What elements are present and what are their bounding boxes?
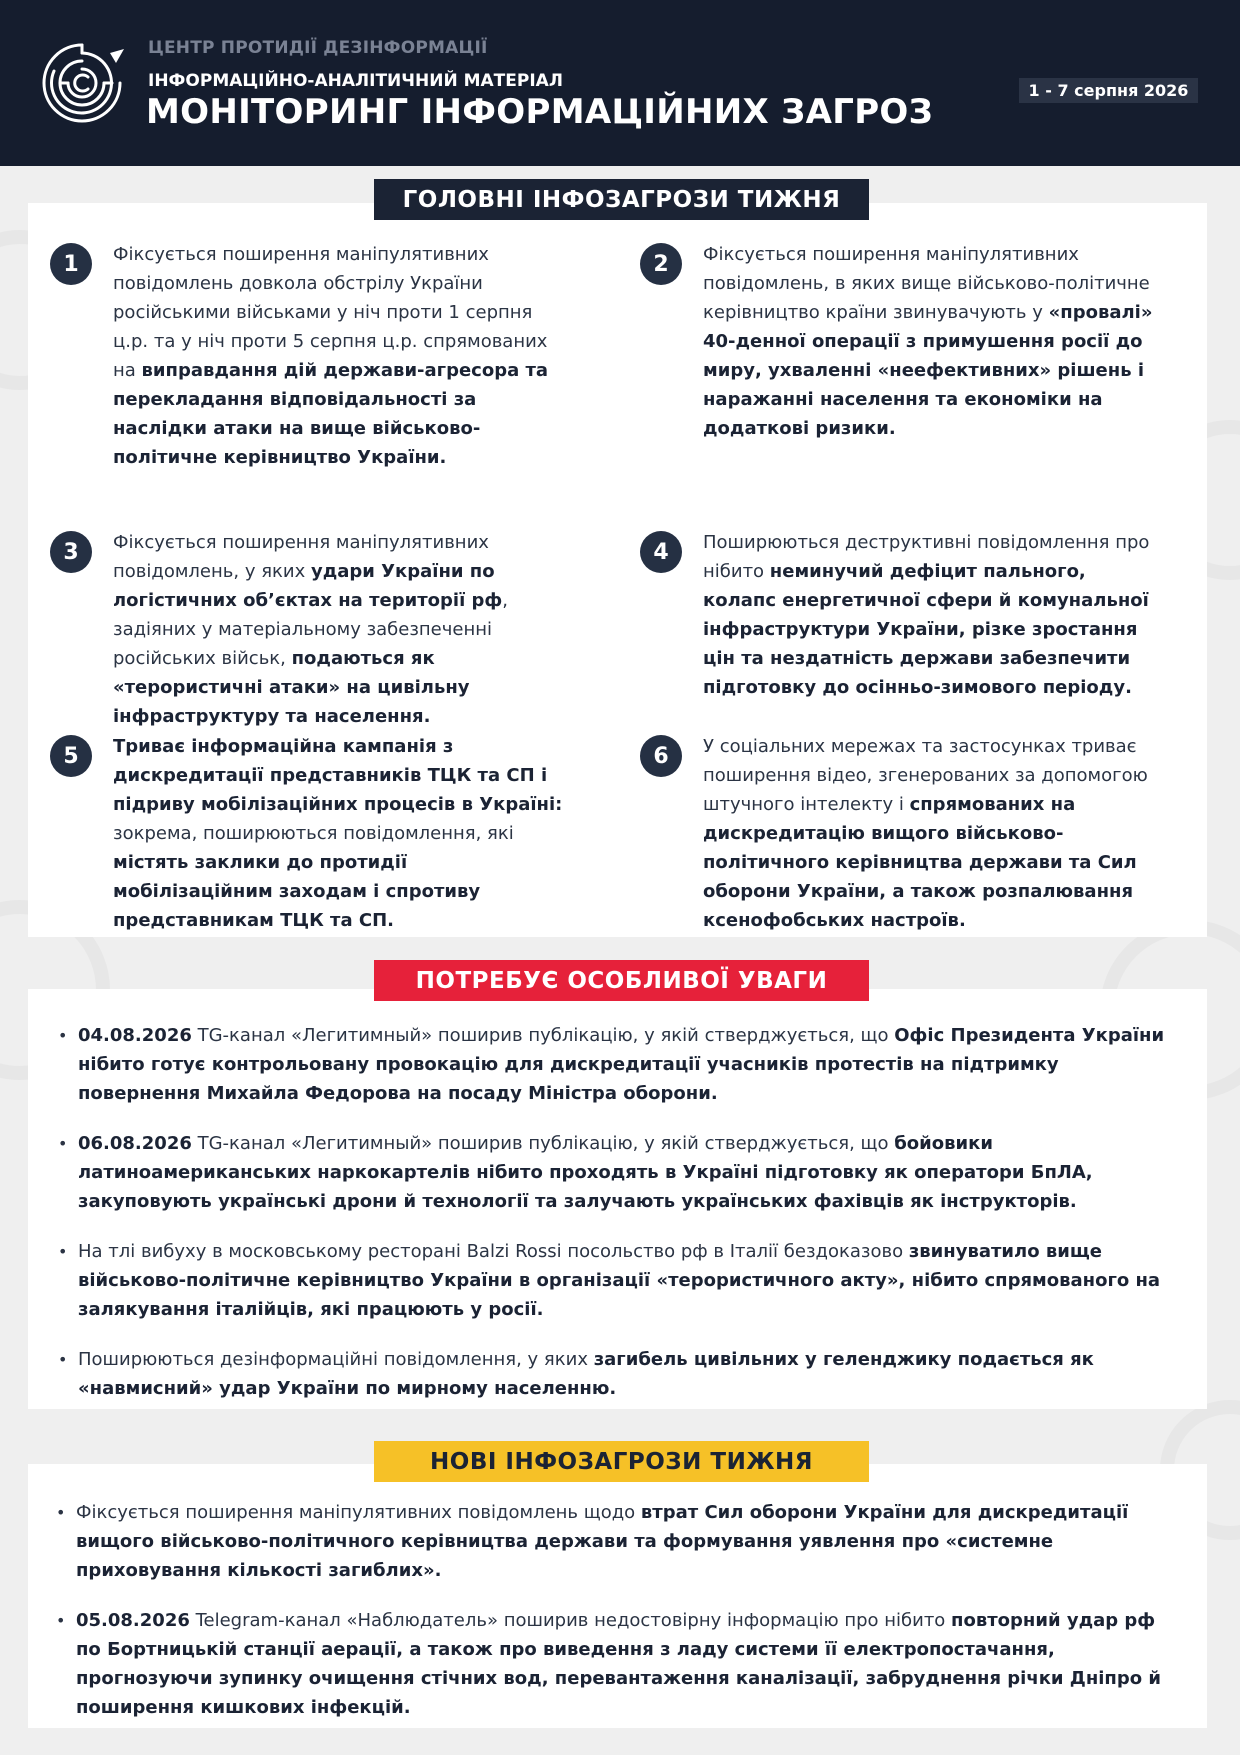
body-text: Фіксується поширення маніпулятивних повідомлень, в яких вище військово-політичне керівництво країни звинувачують у [703, 244, 1150, 323]
attention-list [58, 1021, 1178, 1424]
threat-text [113, 528, 571, 731]
body-text: Telegram-канал «Наблюдатель» поширив недостовірну інформацію про нібито [189, 1610, 952, 1631]
emphasis-text: спрямованих на дискредитацію вищого військово-політичного керівництва держави та Сил оборони України, а також розпалювання ксенофобських настроїв. [703, 794, 1137, 931]
threat-text [703, 240, 1161, 443]
threat-number-badge: 1 [50, 243, 92, 285]
emphasis-text: удари України по логістичних об’єктах на території рф [113, 561, 503, 611]
emphasis-text: виправдання дій держави-агресора та перекладання відповідальності за наслідки атаки на вище військово-політичне керівництво України. [113, 360, 549, 468]
emphasis-text: 06.08.2026 [78, 1133, 192, 1154]
emphasis-text: бойовики латиноамериканських наркокартелів нібито проходять в Україні підготовку як оператори БпЛА, закуповують українські дрони й технології та залучають українських фахівців як інструкторів. [78, 1133, 1093, 1212]
threat-number-badge: 3 [50, 531, 92, 573]
body-text: зокрема, поширюються повідомлення, які [113, 823, 514, 844]
threat-text [703, 528, 1161, 702]
emphasis-text: подаються як «терористичні атаки» на цивільну інфраструктуру та населення. [113, 648, 470, 727]
body-text: Фіксується поширення маніпулятивних повідомлень, у яких [113, 532, 489, 582]
list-item [58, 1129, 1178, 1216]
date-range-badge: 1 - 7 серпня 2026 [1019, 78, 1198, 103]
new-threats-heading: НОВІ ІНФОЗАГРОЗИ ТИЖНЯ [374, 1441, 869, 1482]
attention-heading: ПОТРЕБУЄ ОСОБЛИВОЇ УВАГИ [374, 960, 869, 1001]
list-item [58, 1237, 1178, 1324]
new-threats-list [56, 1498, 1176, 1743]
threat-number-badge: 6 [640, 735, 682, 777]
emphasis-text: містять заклики до протидії мобілізаційним заходам і спротиву представникам ТЦК та СП. [113, 852, 481, 931]
emphasis-text: загибель цивільних у геленджику подається як «навмисний» удар України по мирному населенню. [78, 1349, 1094, 1399]
list-item [56, 1606, 1176, 1722]
emphasis-text: звинуватило вище військово-політичне керівництво України в організації «терористичного акту», нібито спрямованого на залякування італійців, які працюють у росії. [78, 1241, 1161, 1320]
emphasis-text: повторний удар рф по Бортницькій станції аерації, а також про виведення з ладу системи її електропостачання, прогнозуючи зупинку очищення стічних вод, перевантаження каналізації, забруднення річки Дніпро й поширення кишкових інфекцій. [76, 1610, 1161, 1718]
body-text: Фіксується поширення маніпулятивних повідомлень щодо [76, 1502, 641, 1523]
header [0, 0, 1240, 166]
emphasis-text: Триває інформаційна кампанія з дискредитації представників ТЦК та СП і підриву мобілізаційних процесів в Україні: [113, 736, 563, 815]
threat-number-badge: 2 [640, 243, 682, 285]
threat-text [113, 240, 571, 472]
list-item [58, 1345, 1178, 1403]
body-text: Поширюються дезінформаційні повідомлення, у яких [78, 1349, 594, 1370]
emphasis-text: «провалі» 40-денної операції з примушення росії до миру, ухваленні «неефективних» рішень і наражанні населення та економіки на додаткові ризики. [703, 302, 1153, 439]
list-item [56, 1498, 1176, 1585]
emphasis-text: втрат Сил оборони України для дискредитації вищого військово-політичного керівництва держави та формування уявлення про «системне приховування кількості загиблих». [76, 1502, 1129, 1581]
body-text: TG-канал «Легитимный» поширив публікацію, у якій стверджується, що [191, 1025, 895, 1046]
threat-number-badge: 5 [50, 735, 92, 777]
body-text: На тлі вибуху в московському ресторані Balzi Rossi посольство рф в Італії бездоказово [78, 1241, 909, 1262]
emphasis-text: 04.08.2026 [78, 1025, 192, 1046]
body-text: TG-канал «Легитимный» поширив публікацію, у якій стверджується, що [191, 1133, 895, 1154]
threat-text [113, 732, 571, 935]
body-text: Поширюються деструктивні повідомлення про нібито [703, 532, 1150, 582]
emphasis-text: неминучий дефіцит пального, колапс енергетичної сфери й комунальної інфраструктури України, різке зростання цін та нездатність держави забезпечити підготовку до осінньо-зимового періоду. [703, 561, 1149, 698]
body-text: , задіяних у матеріальному забезпеченні російських військ, [113, 590, 508, 669]
body-text: Фіксується поширення маніпулятивних повідомлень довкола обстрілу України російськими військами у ніч проти 1 серпня ц.р. та у ніч проти 5 серпня ц.р. спрямованих на [113, 244, 548, 381]
threat-number-badge: 4 [640, 531, 682, 573]
main-threats-heading: ГОЛОВНІ ІНФОЗАГРОЗИ ТИЖНЯ [374, 179, 869, 220]
body-text: У соціальних мережах та застосунках триває поширення відео, згенерованих за допомогою штучного інтелекту і [703, 736, 1148, 815]
emphasis-text: Офіс Президента України нібито готує контрольовану провокацію для дискредитації учасників протестів на підтримку повернення Михайла Федорова на посаду Міністра оборони. [78, 1025, 1165, 1104]
maze-circle-logo-icon [40, 41, 124, 125]
document-kind: ІНФОРМАЦІЙНО-АНАЛІТИЧНИЙ МАТЕРІАЛ [148, 71, 563, 91]
threat-text [703, 732, 1161, 935]
emphasis-text: 05.08.2026 [76, 1610, 190, 1631]
organization-name: ЦЕНТР ПРОТИДІЇ ДЕЗІНФОРМАЦІЇ [148, 38, 488, 58]
page-title: МОНІТОРИНГ ІНФОРМАЦІЙНИХ ЗАГРОЗ [146, 92, 934, 132]
list-item [58, 1021, 1178, 1108]
